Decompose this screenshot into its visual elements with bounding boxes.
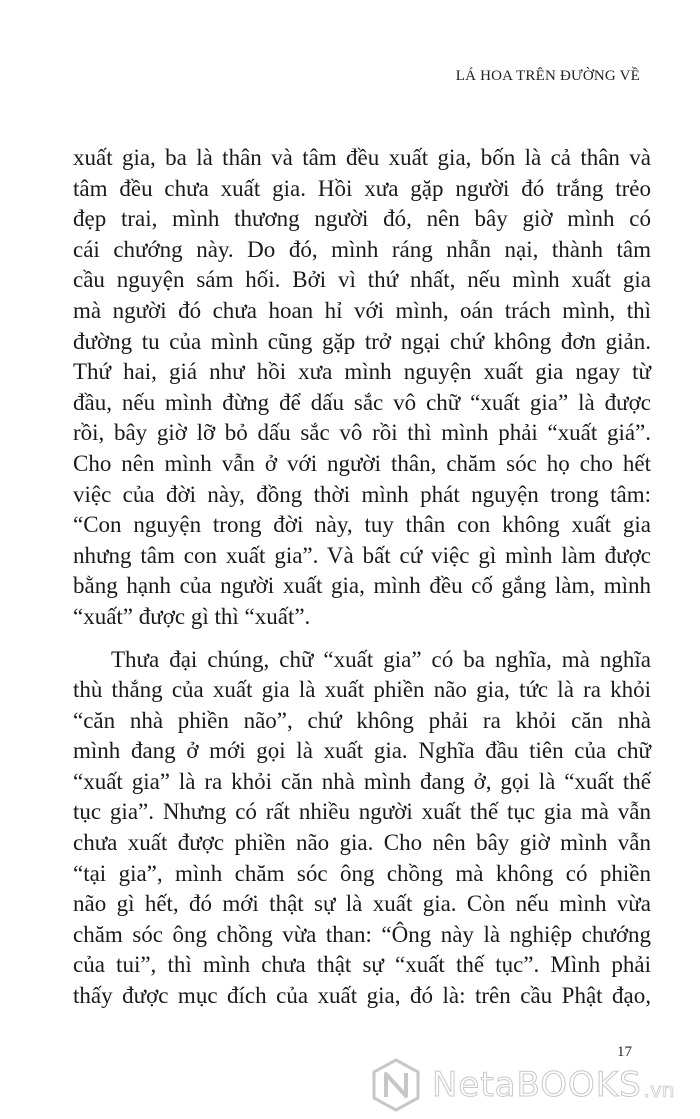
text-line: “xuất gia” là ra khỏi căn nhà mình đang ở, gọi là “xuất thế (73, 768, 651, 794)
text-line: đẹp trai, mình thương người đó, nên bây giờ mình có (73, 206, 651, 232)
text-line: rồi, bây giờ lỡ bỏ dấu sắc vô rồi thì mình phải “xuất giá”. (73, 420, 651, 446)
paragraph-1 (73, 143, 651, 633)
text-line: xuất gia, ba là thân và tâm đều xuất gia, bốn là cả thân và (73, 145, 651, 170)
running-header-title: LÁ HOA TRÊN ĐƯỜNG VỀ (455, 68, 640, 84)
text-line: “căn nhà phiền não”, chứ không phải ra khỏi căn nhà (73, 707, 651, 733)
netabooks-logo-icon (368, 1057, 424, 1113)
body-text (73, 143, 651, 1012)
page-number: 17 (617, 1044, 632, 1060)
text-line: bằng hạnh của người xuất gia, mình đều cố gắng làm, mình (73, 573, 651, 599)
text-line: nhưng tâm con xuất gia”. Và bất cứ việc gì mình làm được (73, 542, 651, 568)
paragraph-spacer (73, 633, 651, 645)
text-line: chăm sóc ông chồng vừa than: “Ông này là nghiệp chướng (73, 921, 651, 947)
watermark-suffix: .vn (643, 1078, 675, 1102)
text-line: đường tu của mình cũng gặp trở ngại chứ không đơn giản. (73, 328, 651, 354)
text-line: của tui”, thì mình chưa thật sự “xuất thế tục”. Mình phải (73, 952, 651, 978)
watermark-brand: NetaBOOKS (432, 1065, 642, 1105)
text-line: Cho nên mình vẫn ở với người thân, chăm sóc họ cho hết (73, 450, 651, 476)
text-line: cầu nguyện sám hối. Bởi vì thứ nhất, nếu mình xuất gia (73, 267, 651, 293)
text-line: tâm đều chưa xuất gia. Hồi xưa gặp người đó trắng trẻo (73, 175, 651, 201)
text-line: “xuất” được gì thì “xuất”. (73, 603, 311, 629)
netabooks-watermark (368, 1055, 698, 1115)
text-line: việc của đời này, đồng thời mình phát nguyện trong tâm: (73, 481, 651, 507)
text-line: Thứ hai, giá như hồi xưa mình nguyện xuất gia ngay từ (73, 359, 651, 385)
text-line: não gì hết, đó mới thật sự là xuất gia. Còn nếu mình vừa (73, 891, 651, 917)
text-line: mình đang ở mới gọi là xuất gia. Nghĩa đầu tiên của chữ (73, 738, 651, 764)
text-line: “tại gia”, mình chăm sóc ông chồng mà không có phiền (73, 860, 651, 886)
text-line: thù thắng của xuất gia là xuất phiền não gia, tức là ra khỏi (73, 677, 651, 703)
paragraph-2 (73, 645, 651, 1012)
text-line: “Con nguyện trong đời này, tuy thân con không xuất gia (73, 512, 651, 538)
text-line: thấy được mục đích của xuất gia, đó là: trên cầu Phật đạo, (73, 983, 651, 1009)
text-line: tục gia”. Nhưng có rất nhiều người xuất thế tục gia mà vẫn (73, 799, 651, 825)
text-line: Thưa đại chúng, chữ “xuất gia” có ba nghĩa, mà nghĩa (111, 646, 651, 672)
text-line: chưa xuất được phiền não gia. Cho nên bây giờ mình vẫn (73, 830, 651, 856)
text-line: đầu, nếu mình đừng để dấu sắc vô chữ “xuất gia” là được (73, 389, 651, 415)
text-line: cái chướng này. Do đó, mình ráng nhẫn nại, thành tâm (73, 236, 651, 262)
text-line: mà người đó chưa hoan hỉ với mình, oán trách mình, thì (73, 297, 651, 323)
